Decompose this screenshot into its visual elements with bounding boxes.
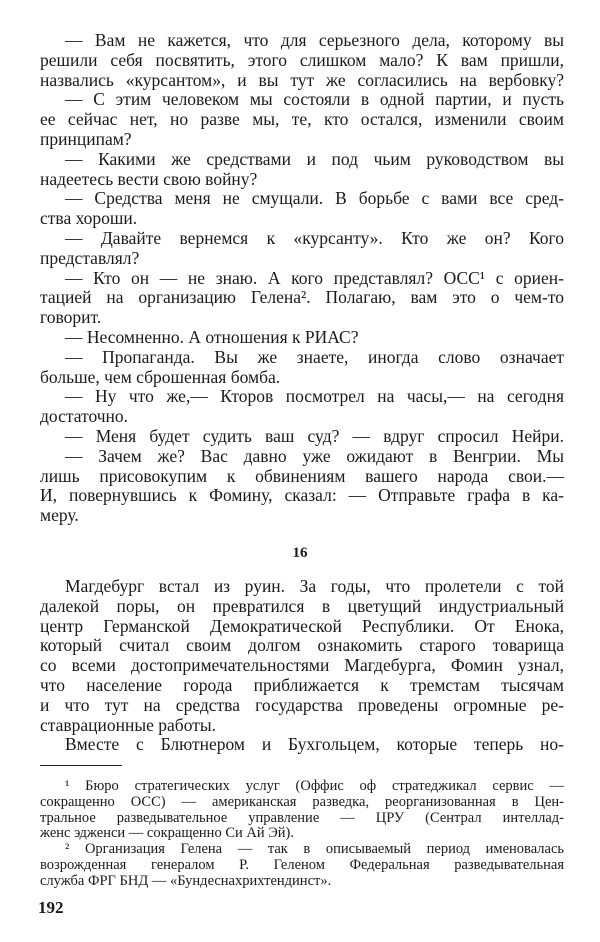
text-line: который считал своим долгом ознакомить старого товарища <box>40 636 564 656</box>
footnote-line: ¹ Бюро стратегических услуг (Оффис оф стратеджикал сервис — <box>65 779 564 794</box>
footnote-line: служба ФРГ БНД — «Бундеснахрихтендинст». <box>40 873 332 889</box>
text-line: тацией на организацию Гелена². Полагаю, вам это о чем-то <box>40 288 564 308</box>
chapter-heading: 16 <box>292 545 308 561</box>
text-line: надеетесь вести свою войну? <box>40 169 258 189</box>
text-line: — Зачем же? Вас давно уже ожидают в Венгрии. Мы <box>65 446 564 466</box>
text-line: — Ну что же,— Кторов посмотрел на часы,— на сегодня <box>65 387 564 407</box>
text-line: — Несомненно. А отношения к РИАС? <box>65 327 359 347</box>
text-line: — Какими же средствами и под чьим руководством вы <box>65 149 564 169</box>
footnote-divider <box>40 765 122 766</box>
text-line: что население города приближается к тремстам тысячам <box>40 675 564 695</box>
text-line: со всеми достопримечательностями Магдебурга, Фомин узнал, <box>40 656 564 676</box>
text-line: ее сейчас нет, но разве мы, те, кто остался, изменили своим <box>40 110 564 130</box>
text-line: говорит. <box>40 308 102 328</box>
footnotes <box>40 779 564 890</box>
text-line: больше, чем сброшенная бомба. <box>40 367 281 387</box>
text-line: — Кто он — не знаю. А кого представлял? ОСС¹ с ориен- <box>65 268 564 288</box>
text-line: Магдебург встал из руин. За годы, что пролетели с той <box>65 577 564 596</box>
dialogue-text <box>40 31 564 526</box>
footnote-line: сокращенно ОСС) — американская разведка, реорганизованная в Цен- <box>40 794 564 810</box>
page-number: 192 <box>38 898 64 917</box>
text-line: представлял? <box>40 248 140 268</box>
footnote-line: женс эдженси — сокращенно Си Ай Эй). <box>40 826 295 842</box>
text-line: — Пропаганда. Вы же знаете, иногда слово означает <box>65 347 564 367</box>
chapter-text <box>40 577 564 755</box>
text-line: центр Германской Демократической Республики. От Енока, <box>40 616 564 636</box>
text-line: ставрационные работы. <box>40 715 217 735</box>
text-line: далекой поры, он превратился в цветущий индустриальный <box>40 596 564 616</box>
text-line: — С этим человеком мы состояли в одной партии, и пусть <box>65 90 564 110</box>
text-line: — Меня будет судить ваш суд? — вдруг спросил Нейри. <box>65 426 564 446</box>
text-line: решили себя посвятить, этого слишком мало? К вам пришли, <box>40 50 564 70</box>
text-line: меру. <box>40 506 79 526</box>
text-line: лишь присовокупим к обвинениям вашего народа свои.— <box>40 466 564 486</box>
text-line: — Средства меня не смущали. В борьбе с вами все сред- <box>65 189 564 209</box>
text-line: — Давайте вернемся к «курсанту». Кто же он? Кого <box>65 228 564 248</box>
text-line: назвались «курсантом», и вы тут же согласились на вербовку? <box>40 70 564 90</box>
footnote-line: возрожденная генералом Р. Геленом Федеральная разведывательная <box>40 857 564 873</box>
text-line: И, повернувшись к Фомину, сказал: — Отправьте графа в ка- <box>40 486 564 506</box>
text-line: достаточно. <box>40 407 129 427</box>
text-line: — Вам не кажется, что для серьезного дела, которому вы <box>65 31 564 50</box>
text-line: ства хороши. <box>40 209 138 229</box>
footnote-line: тральное разведывательное управление — ЦРУ (Сентрал интеллад- <box>40 810 564 826</box>
text-line: принципам? <box>40 129 132 149</box>
footnote-line: ² Организация Гелена — так в описываемый период именовалась <box>65 842 564 858</box>
text-line: Вместе с Блютнером и Бухгольцем, которые теперь но- <box>65 735 564 755</box>
text-line: и что тут на средства государства проведены огромные ре- <box>40 695 564 715</box>
